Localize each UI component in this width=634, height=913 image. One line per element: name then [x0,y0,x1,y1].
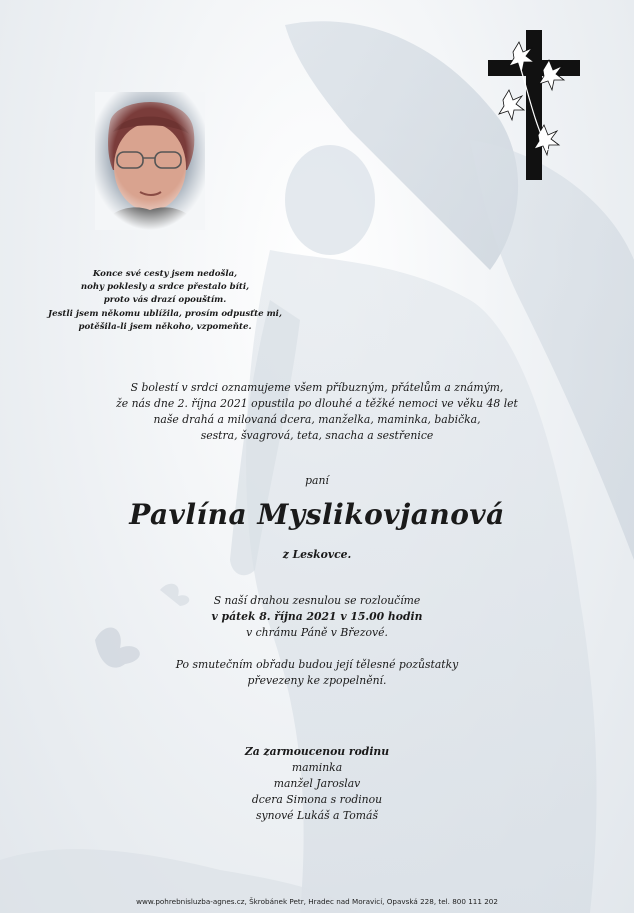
transfer-line: převezeny ke zpopelnění. [247,674,387,687]
family-heading: Za zarmoucenou rodinu [244,745,390,758]
title-word: paní [305,474,329,487]
memorial-poem [40,268,290,334]
family-member: dcera Simona s rodinou [251,793,383,806]
announcement-line: S bolestí v srdci oznamujeme všem příbuzným, přátelům a známým, [130,381,504,394]
poem-line: nohy poklesly a srdce přestalo bíti, [80,282,250,293]
mourning-family [0,744,634,824]
announcement-line: naše drahá a milovaná dcera, manželka, maminka, babička, [153,413,481,426]
announcement-line: že nás dne 2. října 2021 opustila po dlouhé a těžké nemoci ve věku 48 let [116,397,518,410]
poem-line: Konce své cesty jsem nedošla, [92,269,238,279]
funeral-service-footer: www.pohrebnisluzba-agnes.cz, Škrobánek Petr, Hradec nad Moravicí, Opavská 228, tel. 800 111 202 [136,897,498,906]
funeral-location: v chrámu Páně v Březové. [246,626,388,639]
poem-line: Jestli jsem někomu ublížila, prosím odpusťte mi, [48,308,282,319]
death-announcement [0,380,634,444]
farewell-line: S naší drahou zesnulou se rozloučíme [213,594,421,607]
announcement-line: sestra, švagrová, teta, snacha a sestřenice [200,429,434,442]
deceased-name: Pavlína Myslikovjanová [129,498,505,531]
family-member: manžel Jaroslav [273,777,361,790]
funeral-date-time: v pátek 8. října 2021 v 15.00 hodin [211,610,423,623]
family-member: maminka [291,761,343,774]
poem-line: proto vás drazí opouštím. [103,295,227,306]
cross-with-lilies-icon [488,30,580,180]
funeral-details [0,593,634,641]
transfer-line: Po smutečním obřadu budou její tělesné pozůstatky [175,658,459,671]
deceased-origin: z Leskovce. [282,548,352,561]
poem-line: potěšila-li jsem někoho, vzpomeňte. [78,321,252,332]
family-member: synové Lukáš a Tomáš [255,809,379,822]
cremation-note [0,657,634,689]
portrait-photo [95,92,205,230]
